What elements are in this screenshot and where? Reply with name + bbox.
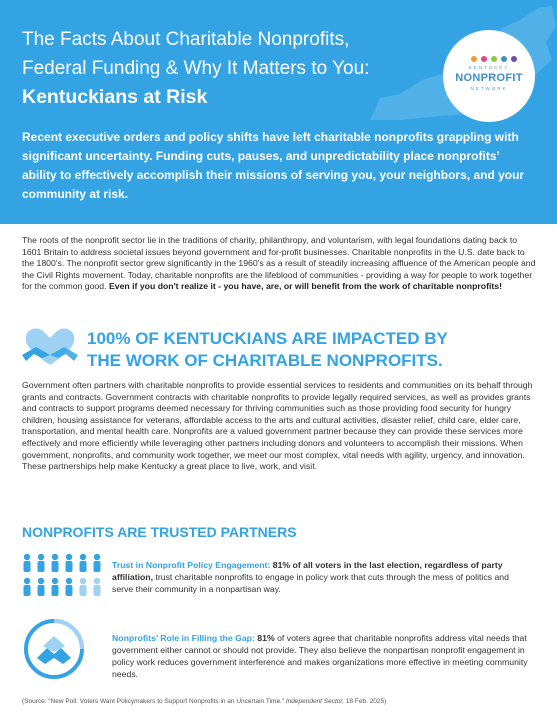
source-prefix: (Source: “New Poll: Voters Want Policymakers to Support Nonprofits in an Uncertain Time.” bbox=[22, 698, 285, 705]
impact-headline-line-2: THE WORK OF CHARITABLE NONPROFITS. bbox=[87, 351, 443, 370]
trust-policy-engagement-label: Trust in Nonprofit Policy Engagement: bbox=[112, 560, 271, 570]
person-icon bbox=[24, 554, 31, 572]
logo-dot bbox=[511, 56, 517, 62]
kentucky-nonprofit-network-logo bbox=[443, 30, 535, 122]
logo-dot bbox=[481, 56, 487, 62]
impact-headline-line-1: 100% OF KENTUCKIANS ARE IMPACTED BY bbox=[87, 329, 448, 348]
logo-dot bbox=[471, 56, 477, 62]
trusted-partners-heading: NONPROFITS ARE TRUSTED PARTNERS bbox=[22, 524, 297, 540]
logo-dot bbox=[491, 56, 497, 62]
person-icon bbox=[80, 554, 87, 572]
history-text: The roots of the nonprofit sector lie in the traditions of charity, philanthropy, and voluntarism, with legal foundations dating back to 1601 Britain to address societal issues beyond government and for-profit businesses. Charitable nonprofits in the U.S. date back to the 1800's. The nonprofit sector grew significantly in the 1960's as a result of steadily increasing affluence of the American people and the Civil Rights movement. Today, charitable nonprofits are the lifeblood of communities - providing a way for people to work together for the common good. bbox=[22, 235, 536, 292]
person-icon bbox=[52, 554, 59, 572]
heart-hands-icon bbox=[20, 325, 80, 371]
person-icon bbox=[38, 554, 45, 572]
person-icon bbox=[24, 578, 31, 596]
filling-the-gap-text: of voters agree that charitable nonprofits address vital needs that government either cannot or should not provide. They also believe the nonpartisan nonprofit engagement in policy work reduces government interference and makes organizations more effective in meeting community needs. bbox=[112, 633, 528, 679]
header-banner bbox=[0, 0, 557, 224]
logo-main-text: NONPROFIT bbox=[455, 72, 523, 84]
source-citation bbox=[22, 698, 386, 705]
logo-dot bbox=[501, 56, 507, 62]
page-title bbox=[22, 25, 442, 112]
person-icon bbox=[80, 578, 87, 596]
history-emphasis: Even if you don't realize it - you have, are, or will benefit from the work of charitable nonprofits! bbox=[108, 281, 502, 292]
hands-circle-icon bbox=[23, 618, 85, 680]
impact-headline bbox=[87, 328, 448, 372]
person-icon bbox=[94, 578, 101, 596]
filling-the-gap-stat: 81% bbox=[257, 633, 275, 643]
partnership-paragraph: Government often partners with charitable nonprofits to provide essential services to residents and communities on its behalf through grants and contracts. Government contracts with charitable nonprofits to provide legally required services, as well as provides grants and contracts to support programs deemed necessary for thriving communities such as those providing food security for hungry children, housing assistance for veterans, affordable access to the arts and cultural activities, disaster relief, child care, elder care, transportation, and mental health care. Nonprofits are a valued government partner because they can provide these services more effectively and more efficiently while leveraging other partners including donors and volunteers to accomplish their missions. When government, nonprofits, and community work together, we meet our most complex, vital needs with agility, urgency, and innovation. These partnerships help make Kentucky a great place to live, work, and visit. bbox=[22, 380, 533, 472]
person-icon bbox=[38, 578, 45, 596]
trust-policy-engagement-item bbox=[112, 559, 532, 595]
trust-policy-engagement-stat: 81% of all voters in the last election, regardless of party affiliation, bbox=[112, 560, 503, 582]
intro-statement: Recent executive orders and policy shifts have left charitable nonprofits grappling with significant uncertainty. Funding cuts, pauses, and unpredictability place nonprofits’ ability to effectively accomplish their missions of serving you, your neighbors, and your community at risk. bbox=[22, 130, 525, 201]
filling-the-gap-item bbox=[112, 632, 532, 680]
person-icon bbox=[94, 554, 101, 572]
source-publication: Independent Sector, bbox=[285, 698, 345, 705]
person-icon bbox=[52, 578, 59, 596]
source-suffix: 18 Feb. 2025) bbox=[345, 698, 387, 705]
people-group-icon bbox=[20, 552, 104, 602]
logo-dots bbox=[471, 56, 517, 62]
person-icon bbox=[66, 578, 73, 596]
filling-the-gap-label: Nonprofits’ Role in Filling the Gap: bbox=[112, 633, 255, 643]
logo-bottom-text: NETWORK bbox=[470, 86, 508, 91]
title-line-3: Kentuckians at Risk bbox=[22, 86, 208, 108]
trust-policy-engagement-text: trust charitable nonprofits to engage in policy work that cuts through the mess of politics and serve their community in a nonpartisan way. bbox=[112, 572, 509, 594]
history-paragraph bbox=[22, 235, 537, 293]
logo-top-text: KENTUCKY bbox=[468, 65, 510, 70]
title-line-1: The Facts About Charitable Nonprofits, bbox=[22, 29, 350, 50]
title-line-2: Federal Funding & Why It Matters to You: bbox=[22, 58, 370, 79]
person-icon bbox=[66, 554, 73, 572]
